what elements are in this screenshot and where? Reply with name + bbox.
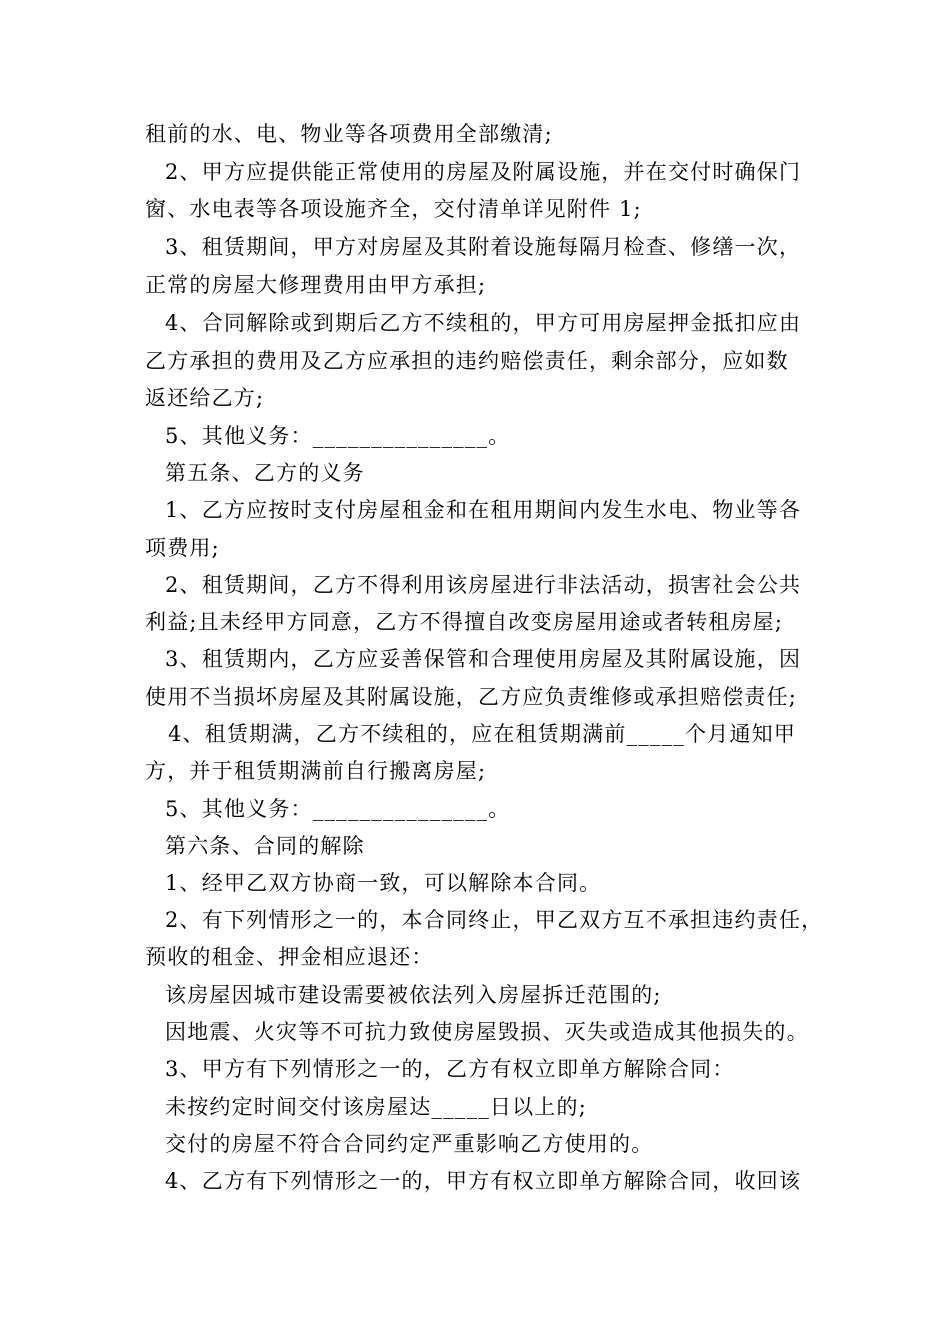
- paragraph-line: 3、租赁期内，乙方应妥善保管和合理使用房屋及其附属设施，因: [165, 647, 802, 671]
- paragraph-line: 使用不当损坏房屋及其附属设施，乙方应负责维修或承担赔偿责任;: [145, 685, 798, 709]
- paragraph-line: 2、有下列情形之一的，本合同终止，甲乙双方互不承担违约责任，: [165, 908, 824, 932]
- paragraph-line: 1、乙方应按时支付房屋租金和在租用期间内发生水电、物业等各: [165, 498, 802, 522]
- paragraph-line: 租前的水、电、物业等各项费用全部缴清;: [145, 122, 553, 146]
- paragraph-line: 窗、水电表等各项设施齐全，交付清单详见附件 1;: [145, 197, 642, 221]
- section-heading: 第五条、乙方的义务: [165, 461, 365, 485]
- paragraph-line: 4、租赁期满，乙方不续租的，应在租赁期满前_____个月通知甲: [168, 722, 797, 746]
- paragraph-line: 4、乙方有下列情形之一的，甲方有权立即单方解除合同，收回该: [165, 1169, 802, 1193]
- paragraph-line: 正常的房屋大修理费用由甲方承担;: [145, 273, 487, 297]
- paragraph-line: 交付的房屋不符合合同约定严重影响乙方使用的。: [165, 1132, 654, 1156]
- paragraph-line: 3、租赁期间，甲方对房屋及其附着设施每隔月检查、修缮一次，: [165, 235, 802, 259]
- paragraph-line: 2、甲方应提供能正常使用的房屋及附属设施，并在交付时确保门: [165, 160, 802, 184]
- paragraph-line: 未按约定时间交付该房屋达_____日以上的;: [165, 1095, 587, 1119]
- paragraph-line: 利益;且未经甲方同意，乙方不得擅自改变房屋用途或者转租房屋;: [145, 610, 784, 634]
- section-heading: 第六条、合同的解除: [165, 834, 365, 858]
- paragraph-line: 乙方承担的费用及乙方应承担的违约赔偿责任，剩余部分，应如数: [145, 349, 789, 373]
- paragraph-line: 方，并于租赁期满前自行搬离房屋;: [145, 759, 487, 783]
- paragraph-line: 该房屋因城市建设需要被依法列入房屋拆迁范围的;: [165, 983, 662, 1007]
- paragraph-line: 2、租赁期间，乙方不得利用该房屋进行非法活动，损害社会公共: [165, 573, 802, 597]
- paragraph-line: 1、经甲乙双方协商一致，可以解除本合同。: [165, 871, 602, 895]
- paragraph-line: 5、其他义务：_______________。: [165, 424, 511, 448]
- paragraph-line: 4、合同解除或到期后乙方不续租的，甲方可用房屋押金抵扣应由: [165, 311, 802, 335]
- paragraph-line: 预收的租金、押金相应退还：: [145, 945, 434, 969]
- paragraph-line: 5、其他义务：_______________。: [165, 797, 511, 821]
- paragraph-line: 3、甲方有下列情形之一的，乙方有权立即单方解除合同：: [165, 1057, 735, 1081]
- paragraph-line: 项费用;: [145, 536, 220, 560]
- paragraph-line: 返还给乙方;: [145, 386, 265, 410]
- paragraph-line: 因地震、火灾等不可抗力致使房屋毁损、灭失或造成其他损失的。: [165, 1020, 809, 1044]
